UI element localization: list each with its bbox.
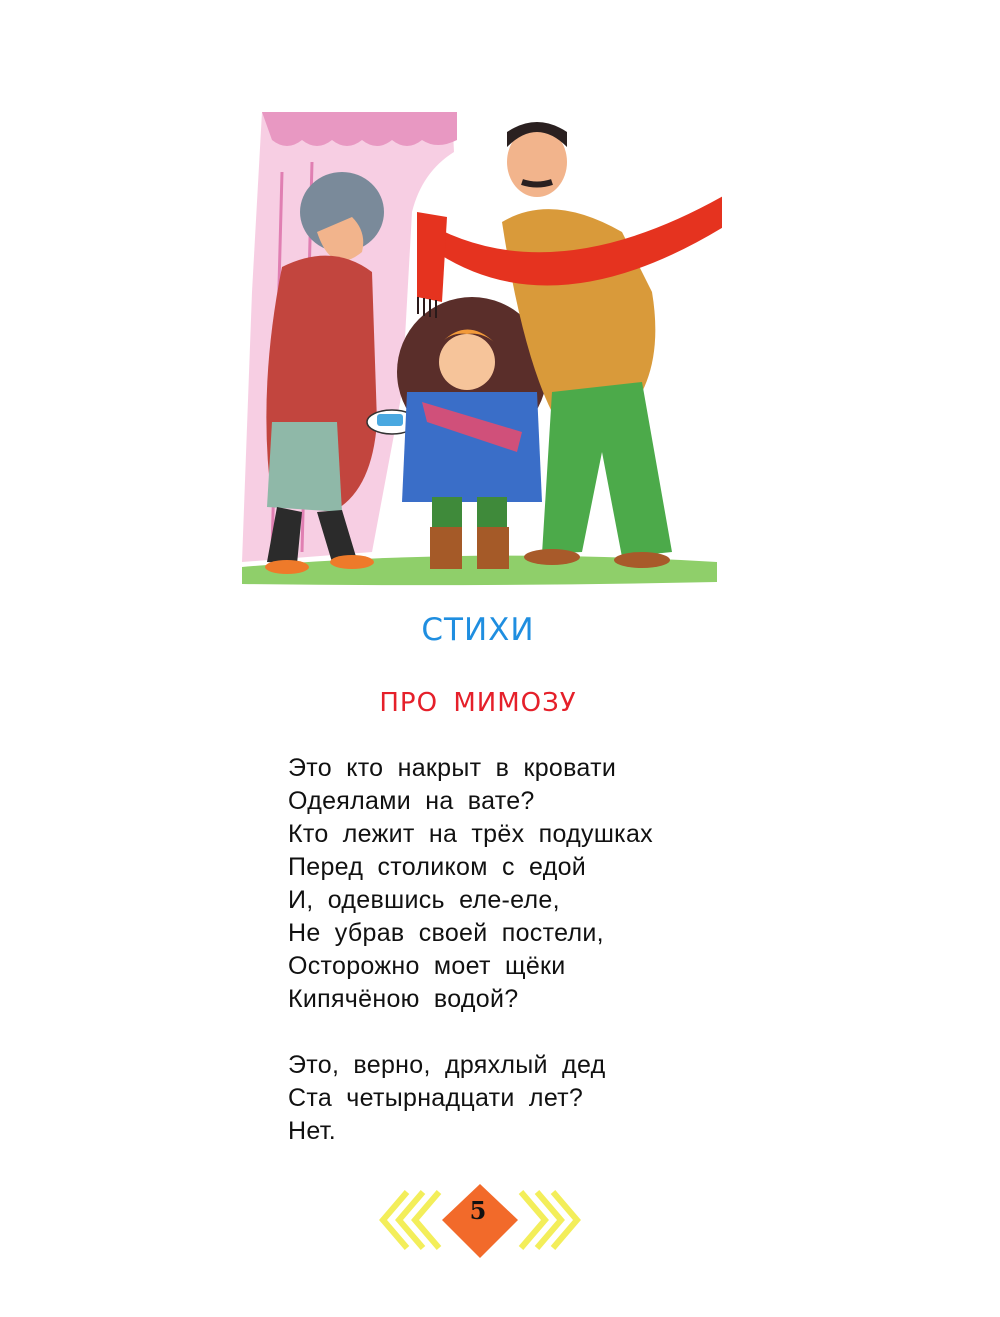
poem-line: Это, верно, дряхлый дед xyxy=(288,1051,606,1079)
poem-line: Ста четырнадцати лет? xyxy=(288,1084,584,1112)
child-figure xyxy=(397,297,547,569)
page-number-ornament xyxy=(375,1180,585,1270)
illustration-family-dressing-child xyxy=(222,92,722,587)
poem-line: Осторожно моет щёки xyxy=(288,952,566,980)
poem-line: Перед столиком с едой xyxy=(288,853,587,881)
stanza xyxy=(288,752,848,1016)
poem-line: Не убрав своей постели, xyxy=(288,919,604,947)
page-number: 5 xyxy=(469,1196,487,1225)
poem-line: Кто лежит на трёх подушках xyxy=(288,820,653,848)
section-title: СТИХИ xyxy=(421,612,535,648)
poem-body xyxy=(288,752,848,1181)
poem-line: Это кто накрыт в кровати xyxy=(288,754,617,782)
poem-line: Одеялами на вате? xyxy=(288,787,535,815)
poem-title: ПРО МИМОЗУ xyxy=(379,688,577,718)
poem-line: И, одевшись еле-еле, xyxy=(288,886,560,914)
poem-line: Кипячёною водой? xyxy=(288,985,519,1013)
poem-line: Нет. xyxy=(288,1117,336,1145)
stanza xyxy=(288,1049,848,1148)
